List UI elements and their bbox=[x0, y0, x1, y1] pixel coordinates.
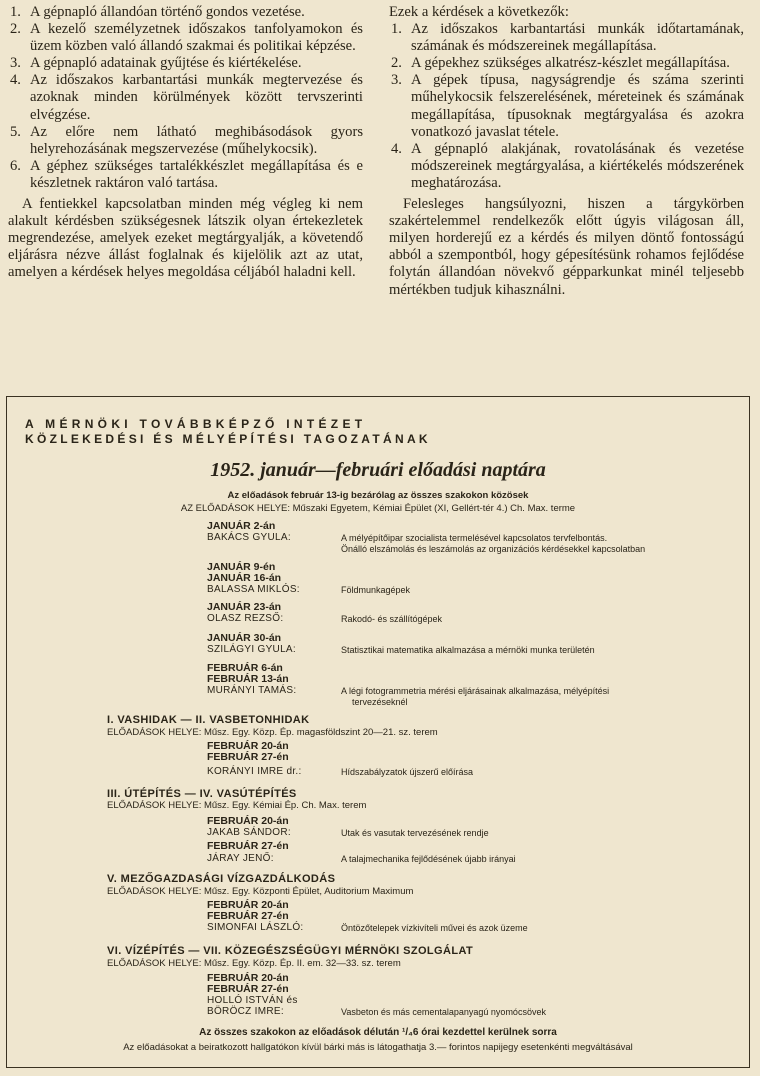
left-numbered-list bbox=[8, 4, 363, 192]
lecture-date: FEBRUÁR 6-án bbox=[207, 662, 283, 674]
lecture-speaker: MURÁNYI TAMÁS: bbox=[207, 685, 297, 696]
section-heading: I. VASHIDAK — II. VASBETONHIDAK bbox=[107, 714, 310, 726]
lecture-speaker: BALASSA MIKLÓS: bbox=[207, 584, 300, 595]
lecture-speaker: KORÁNYI IMRE dr.: bbox=[207, 766, 302, 777]
lecture-speaker: BAKÁCS GYULA: bbox=[207, 532, 291, 543]
institute-name: A MÉRNÖKI TOVÁBBKÉPZŐ INTÉZET bbox=[25, 417, 367, 431]
lecture-date: JANUÁR 23-án bbox=[207, 601, 282, 613]
lecture-topic: Öntözőtelepek vízkivíteli művei és azok üzeme bbox=[341, 923, 528, 933]
lecture-speaker: JAKAB SÁNDOR: bbox=[207, 827, 291, 838]
lecture-date: FEBRUÁR 27-én bbox=[207, 751, 289, 763]
section-heading: VI. VÍZÉPÍTÉS — VII. KÖZEGÉSZSÉGÜGYI MÉRNÖKI SZOLGÁLAT bbox=[107, 945, 474, 957]
lecture-speaker: SZILÁGYI GYULA: bbox=[207, 644, 296, 655]
schedule-title: 1952. január—februári előadási naptára bbox=[210, 459, 546, 481]
section-venue: ELŐADÁSOK HELYE: Műsz. Egy. Kémiai Ép. Ch. Max. terem bbox=[107, 800, 367, 811]
list-item: 3. A gépnapló adatainak gyűjtése és kiértékelése. bbox=[10, 55, 302, 72]
list-item-text: A géphez szükséges tartalékkészlet megállapítása és e készletnek raktáron való tartása. bbox=[30, 157, 363, 191]
right-intro: Ezek a kérdések a következők: bbox=[389, 4, 569, 20]
left-column bbox=[8, 4, 363, 282]
lecture-topic: tervezéseknél bbox=[352, 697, 408, 707]
list-item-text: Az időszakos karbantartási munkák időtartamának, számának és módszereinek megállapítása. bbox=[411, 21, 744, 55]
lecture-date: JANUÁR 30-án bbox=[207, 632, 282, 644]
lecture-topic: A mélyépítőipar szocialista termelésével kapcsolatos tervfelbontás. bbox=[341, 533, 608, 543]
lecture-topic: A talajmechanika fejlődésének újabb irányai bbox=[341, 854, 516, 864]
left-paragraph: A fentiekkel kapcsolatban minden még végleg ki nem alakult kérdésben szükségesnek látszik olyan értekezletek megrendezése, amelyek ezeket megtárgyalják, a követendő eljárásra nézve állást foglalnak és kijelölik azt az utat, amelyen a kérdések helyes megoldása céljából haladni kell. bbox=[8, 196, 363, 281]
section-venue: ELŐADÁSOK HELYE: Műsz. Egy. Központi Épület, Auditorium Maximum bbox=[107, 886, 414, 897]
list-item-text: A gépnapló állandóan történő gondos vezetése. bbox=[30, 4, 305, 20]
common-venue: AZ ELŐADÁSOK HELYE: Műszaki Egyetem, Kémiai Épület (XI, Gellért-tér 4.) Ch. Max. terme bbox=[180, 503, 576, 514]
section-venue: ELŐADÁSOK HELYE: Műsz. Egy. Közp. Ép. magasföldszint 20—21. sz. terem bbox=[107, 727, 438, 738]
section-heading: V. MEZŐGAZDASÁGI VÍZGAZDÁLKODÁS bbox=[107, 873, 336, 885]
list-item: 1. Az időszakos karbantartási munkák időtartamának, számának és módszereinek megállapítása. bbox=[391, 21, 744, 55]
lecture-topic: Önálló elszámolás és leszámolás az organizációs kérdésekkel kapcsolatban bbox=[341, 544, 646, 554]
lecture-speaker: HOLLÓ ISTVÁN és bbox=[207, 995, 298, 1006]
list-item-text: A gépekhez szükséges alkatrész-készlet megállapítása. bbox=[411, 55, 730, 72]
schedule-footer-time: Az összes szakokon az előadások délután ¹/₄6 órai kezdettel kerülnek sorra bbox=[199, 1027, 557, 1038]
list-item: 4. A gépnapló alakjának, rovatolásának és vezetése módszereinek megtárgyalása, a kiértékelés módszerének meghatározása. bbox=[391, 140, 744, 191]
right-paragraph: Felesleges hangsúlyozni, hiszen a tárgykörben szakértelemmel rendelkezők előtt úgyis világosan áll, milyen horderejű ez a kérdés és milyen döntő fontosságú abból a szempontból, hogy gépesítésünk rohamos fejlődése folytán állandóan növekvő gépparkunkat minél teljesebb mértékben tudjuk kihasználni. bbox=[389, 196, 744, 298]
lecture-topic: Földmunkagépek bbox=[341, 585, 411, 595]
section-venue: ELŐADÁSOK HELYE: Műsz. Egy. Közp. Ép. II. em. 32—33. sz. terem bbox=[107, 958, 401, 969]
list-item: 6. A géphez szükséges tartalékkészlet megállapítása és e készletnek raktáron való tartása. bbox=[10, 157, 363, 191]
lecture-schedule-box bbox=[6, 396, 750, 1068]
right-column bbox=[389, 4, 744, 299]
lecture-date: FEBRUÁR 27-én bbox=[207, 840, 289, 852]
lecture-topic: Rakodó- és szállítógépek bbox=[341, 614, 443, 624]
list-item-text: Az időszakos karbantartási munkák megtervezése és azoknak minden körülmények között tervszerinti elvégzése. bbox=[30, 72, 363, 123]
lecture-date: FEBRUÁR 20-án bbox=[207, 899, 289, 911]
lecture-date: FEBRUÁR 20-án bbox=[207, 740, 289, 752]
schedule-footer-admission: Az előadásokat a beiratkozott hallgatókon kívül bárki más is látogathatja 3.— forintos napijegy esetenkénti megváltásával bbox=[123, 1042, 633, 1053]
list-item-text: A kezelő személyzetnek időszakos tanfolyamokon és üzem közben való állandó szakmai és politikai képzése. bbox=[30, 21, 363, 55]
lecture-topic: Hídszabályzatok újszerű előírása bbox=[341, 767, 474, 777]
list-item-text: A gépek típusa, nagyságrendje és száma szerinti műhelykocsik felszerelésének, méreteinek és számának megállapítása, típusoknak megtárgyalása és azokra vonatkozó javaslat tétele. bbox=[411, 72, 744, 140]
institute-division: KÖZLEKEDÉSI ÉS MÉLYÉPÍTÉSI TAGOZATÁNAK bbox=[25, 432, 431, 446]
lecture-date: FEBRUÁR 20-án bbox=[207, 972, 289, 984]
list-item-text: A gépnapló adatainak gyűjtése és kiértékelése. bbox=[30, 55, 302, 72]
section-heading: III. ÚTÉPÍTÉS — IV. VASÚTÉPÍTÉS bbox=[107, 788, 297, 800]
lecture-date: JANUÁR 16-án bbox=[207, 572, 282, 584]
list-item: 3. A gépek típusa, nagyságrendje és száma szerinti műhelykocsik felszerelésének, méreteinek és számának megállapítása, típusoknak megtárgyalása és azokra vonatkozó javaslat tétele. bbox=[391, 72, 744, 140]
list-item: 1. A gépnapló állandóan történő gondos vezetése. bbox=[10, 4, 305, 20]
lecture-speaker: JÁRAY JENŐ: bbox=[207, 853, 274, 864]
lecture-date: FEBRUÁR 27-én bbox=[207, 910, 289, 922]
lecture-topic: Statisztikai matematika alkalmazása a mérnöki munka területén bbox=[341, 645, 595, 655]
lecture-date: JANUÁR 2-án bbox=[207, 520, 276, 532]
lecture-topic: Utak és vasutak tervezésének rendje bbox=[341, 828, 489, 838]
lecture-date: FEBRUÁR 27-én bbox=[207, 983, 289, 995]
lecture-speaker: BÖRÖCZ IMRE: bbox=[207, 1006, 284, 1017]
list-item: 2. A kezelő személyzetnek időszakos tanfolyamokon és üzem közben való állandó szakmai és politikai képzése. bbox=[10, 21, 363, 55]
list-item: 5. Az előre nem látható meghibásodások gyors helyrehozásának megszervezése (műhelykocsik). bbox=[10, 123, 363, 157]
list-item: 4. Az időszakos karbantartási munkák megtervezése és azoknak minden körülmények között tervszerinti elvégzése. bbox=[10, 72, 363, 123]
lecture-date: FEBRUÁR 13-án bbox=[207, 673, 289, 685]
right-numbered-list bbox=[389, 21, 744, 192]
lecture-speaker: SIMONFAI LÁSZLÓ: bbox=[207, 922, 304, 933]
lecture-topic: A légi fotogrammetria mérési eljárásainak alkalmazása, mélyépítési bbox=[341, 686, 610, 696]
lecture-date: JANUÁR 9-én bbox=[207, 561, 276, 573]
lecture-topic: Vasbeton és más cementalapanyagú nyomócsövek bbox=[341, 1007, 546, 1017]
lecture-speaker: OLASZ REZSŐ: bbox=[207, 613, 284, 624]
list-item: 2. A gépekhez szükséges alkatrész-készlet megállapítása. bbox=[391, 55, 730, 72]
list-item-text: Az előre nem látható meghibásodások gyors helyrehozásának megszervezése (műhelykocsik). bbox=[30, 123, 363, 157]
lecture-date: FEBRUÁR 20-án bbox=[207, 815, 289, 827]
schedule-subtitle: Az előadások február 13-ig bezárólag az összes szakokon közösek bbox=[227, 490, 529, 501]
list-item-text: A gépnapló alakjának, rovatolásának és vezetése módszereinek megtárgyalása, a kiértékelés módszerének meghatározása. bbox=[411, 140, 744, 191]
